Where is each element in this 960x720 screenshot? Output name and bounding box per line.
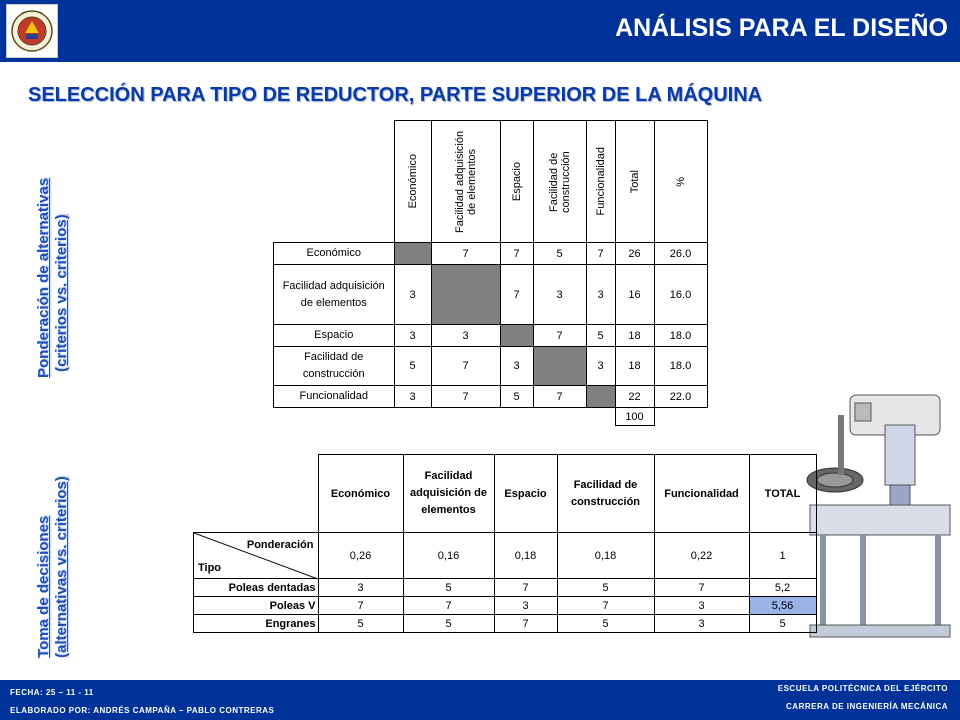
- table-row: [194, 579, 817, 597]
- weighting-label-line2: (criterios vs. criterios): [53, 214, 70, 372]
- criteria-header-label: Espacio: [510, 161, 523, 202]
- weight-row: [194, 533, 817, 579]
- table-row: [274, 386, 708, 408]
- weight-cell: 0,18: [557, 533, 654, 579]
- criteria-header-cell: [500, 121, 533, 243]
- table-cell: 7: [318, 597, 403, 615]
- decision-header-cell: Facilidad adquisición de elementos: [403, 455, 494, 533]
- table-cell: 7: [533, 325, 586, 347]
- table-cell: 3: [394, 386, 431, 408]
- table-cell: 5,2: [749, 579, 816, 597]
- corner-top-label: Ponderación: [246, 539, 314, 551]
- page-title: ANÁLISIS PARA EL DISEÑO: [615, 14, 948, 42]
- criteria-header-cell: [586, 121, 615, 243]
- row-label: Facilidad de construcción: [274, 347, 395, 386]
- empty-cell: [654, 408, 707, 426]
- decision-side-label: [35, 476, 71, 658]
- decision-header-cell: Funcionalidad: [654, 455, 749, 533]
- weighting-label-line1: Ponderación de alternativas: [35, 177, 52, 378]
- table-cell: 5: [403, 579, 494, 597]
- table-cell: 26: [615, 243, 654, 265]
- decision-header-cell: Espacio: [494, 455, 557, 533]
- criteria-header-cell: [533, 121, 586, 243]
- criteria-header-label: Total: [628, 169, 641, 194]
- decision-corner-empty: [194, 455, 319, 533]
- decision-header-row: [194, 455, 817, 533]
- table-row: [274, 265, 708, 325]
- table-cell: 7: [431, 243, 500, 265]
- table-cell: 18.0: [654, 325, 707, 347]
- criteria-header-cell: [654, 121, 707, 243]
- weighting-side-label: [35, 178, 71, 378]
- diagonal-cell: [431, 265, 500, 325]
- criteria-header-cell: [431, 121, 500, 243]
- row-label: Poleas dentadas: [194, 579, 319, 597]
- highlighted-total-cell: 5,56: [749, 597, 816, 615]
- diagonal-cell: [500, 325, 533, 347]
- header-bar: [0, 0, 960, 62]
- decision-header-cell: Facilidad de construcción: [557, 455, 654, 533]
- university-logo: [6, 4, 58, 58]
- criteria-table: [273, 120, 708, 426]
- table-cell: 16.0: [654, 265, 707, 325]
- table-cell: 16: [615, 265, 654, 325]
- weight-cell: 1: [749, 533, 816, 579]
- decision-label-line1: Toma de decisiones: [35, 515, 52, 658]
- table-cell: 22.0: [654, 386, 707, 408]
- table-cell: 7: [494, 579, 557, 597]
- footer-date: FECHA: 25 – 11 - 11: [10, 688, 94, 697]
- table-cell: 7: [586, 243, 615, 265]
- row-label: Engranes: [194, 615, 319, 633]
- table-cell: 5: [586, 325, 615, 347]
- weight-cell: 0,22: [654, 533, 749, 579]
- table-cell: 3: [394, 265, 431, 325]
- decision-header-cell: Económico: [318, 455, 403, 533]
- decision-label-line2: (alternativas vs. criterios): [53, 476, 70, 658]
- table-row: [194, 597, 817, 615]
- footer-bar: [0, 680, 960, 720]
- criteria-header-cell: [615, 121, 654, 243]
- weight-cell: 0,26: [318, 533, 403, 579]
- table-cell: 7: [500, 265, 533, 325]
- table-cell: 5: [403, 615, 494, 633]
- decision-corner-cell: [194, 533, 319, 579]
- table-row: [274, 243, 708, 265]
- empty-cell: [274, 408, 616, 426]
- decision-header-cell: TOTAL: [749, 455, 816, 533]
- footer-career: CARRERA DE INGENIERÍA MECÁNICA: [786, 702, 948, 711]
- criteria-header-label: Funcionalidad: [594, 147, 607, 216]
- diagonal-cell: [394, 243, 431, 265]
- row-label: Económico: [274, 243, 395, 265]
- row-label: Facilidad adquisición de elementos: [274, 265, 395, 325]
- table-cell: 7: [494, 615, 557, 633]
- table-cell: 7: [500, 243, 533, 265]
- table-cell: 7: [431, 386, 500, 408]
- weight-cell: 0,18: [494, 533, 557, 579]
- table-cell: 5: [557, 579, 654, 597]
- diagonal-cell: [586, 386, 615, 408]
- criteria-header-label: Facilidad adquisición de elementos: [453, 130, 478, 233]
- table-cell: 18: [615, 325, 654, 347]
- footer-author: ELABORADO POR: ANDRÉS CAMPAÑA – PABLO CONTRERAS: [10, 706, 275, 715]
- machine-illustration: [800, 385, 960, 645]
- table-cell: 3: [431, 325, 500, 347]
- table-cell: 3: [586, 347, 615, 386]
- table-cell: 3: [318, 579, 403, 597]
- table-cell: 7: [533, 386, 586, 408]
- criteria-header-row: [274, 121, 708, 243]
- table-cell: 3: [500, 347, 533, 386]
- table-cell: 18: [615, 347, 654, 386]
- row-label: Funcionalidad: [274, 386, 395, 408]
- table-cell: 3: [654, 615, 749, 633]
- footer-school: ESCUELA POLITÉCNICA DEL EJÉRCITO: [777, 684, 948, 693]
- table-cell: 5: [533, 243, 586, 265]
- table-cell: 5: [394, 347, 431, 386]
- table-cell: 18.0: [654, 347, 707, 386]
- table-cell: 3: [494, 597, 557, 615]
- table-row: [274, 408, 708, 426]
- total-cell: 100: [615, 408, 654, 426]
- table-cell: 5: [557, 615, 654, 633]
- table-cell: 7: [431, 347, 500, 386]
- table-cell: 5: [749, 615, 816, 633]
- table-row: [274, 325, 708, 347]
- row-label: Poleas V: [194, 597, 319, 615]
- criteria-header-label: %: [674, 176, 687, 187]
- table-cell: 26.0: [654, 243, 707, 265]
- table-cell: 3: [654, 597, 749, 615]
- table-cell: 22: [615, 386, 654, 408]
- table-cell: 7: [654, 579, 749, 597]
- table-row: [274, 347, 708, 386]
- decision-table: [193, 454, 817, 633]
- criteria-header-cell: [394, 121, 431, 243]
- section-subtitle: SELECCIÓN PARA TIPO DE REDUCTOR, PARTE SUPERIOR DE LA MÁQUINA: [28, 84, 763, 106]
- table-cell: 3: [394, 325, 431, 347]
- table-cell: 5: [500, 386, 533, 408]
- table-cell: 3: [533, 265, 586, 325]
- table-cell: 3: [586, 265, 615, 325]
- corner-bottom-label: Tipo: [198, 562, 222, 574]
- table-cell: 7: [403, 597, 494, 615]
- weight-cell: 0,16: [403, 533, 494, 579]
- criteria-header-label: Facilidad de construcción: [547, 150, 572, 213]
- table-row: [194, 615, 817, 633]
- table-cell: 7: [557, 597, 654, 615]
- row-label: Espacio: [274, 325, 395, 347]
- criteria-header-label: Económico: [406, 154, 419, 209]
- criteria-corner: [274, 121, 395, 243]
- table-cell: 5: [318, 615, 403, 633]
- diagonal-cell: [533, 347, 586, 386]
